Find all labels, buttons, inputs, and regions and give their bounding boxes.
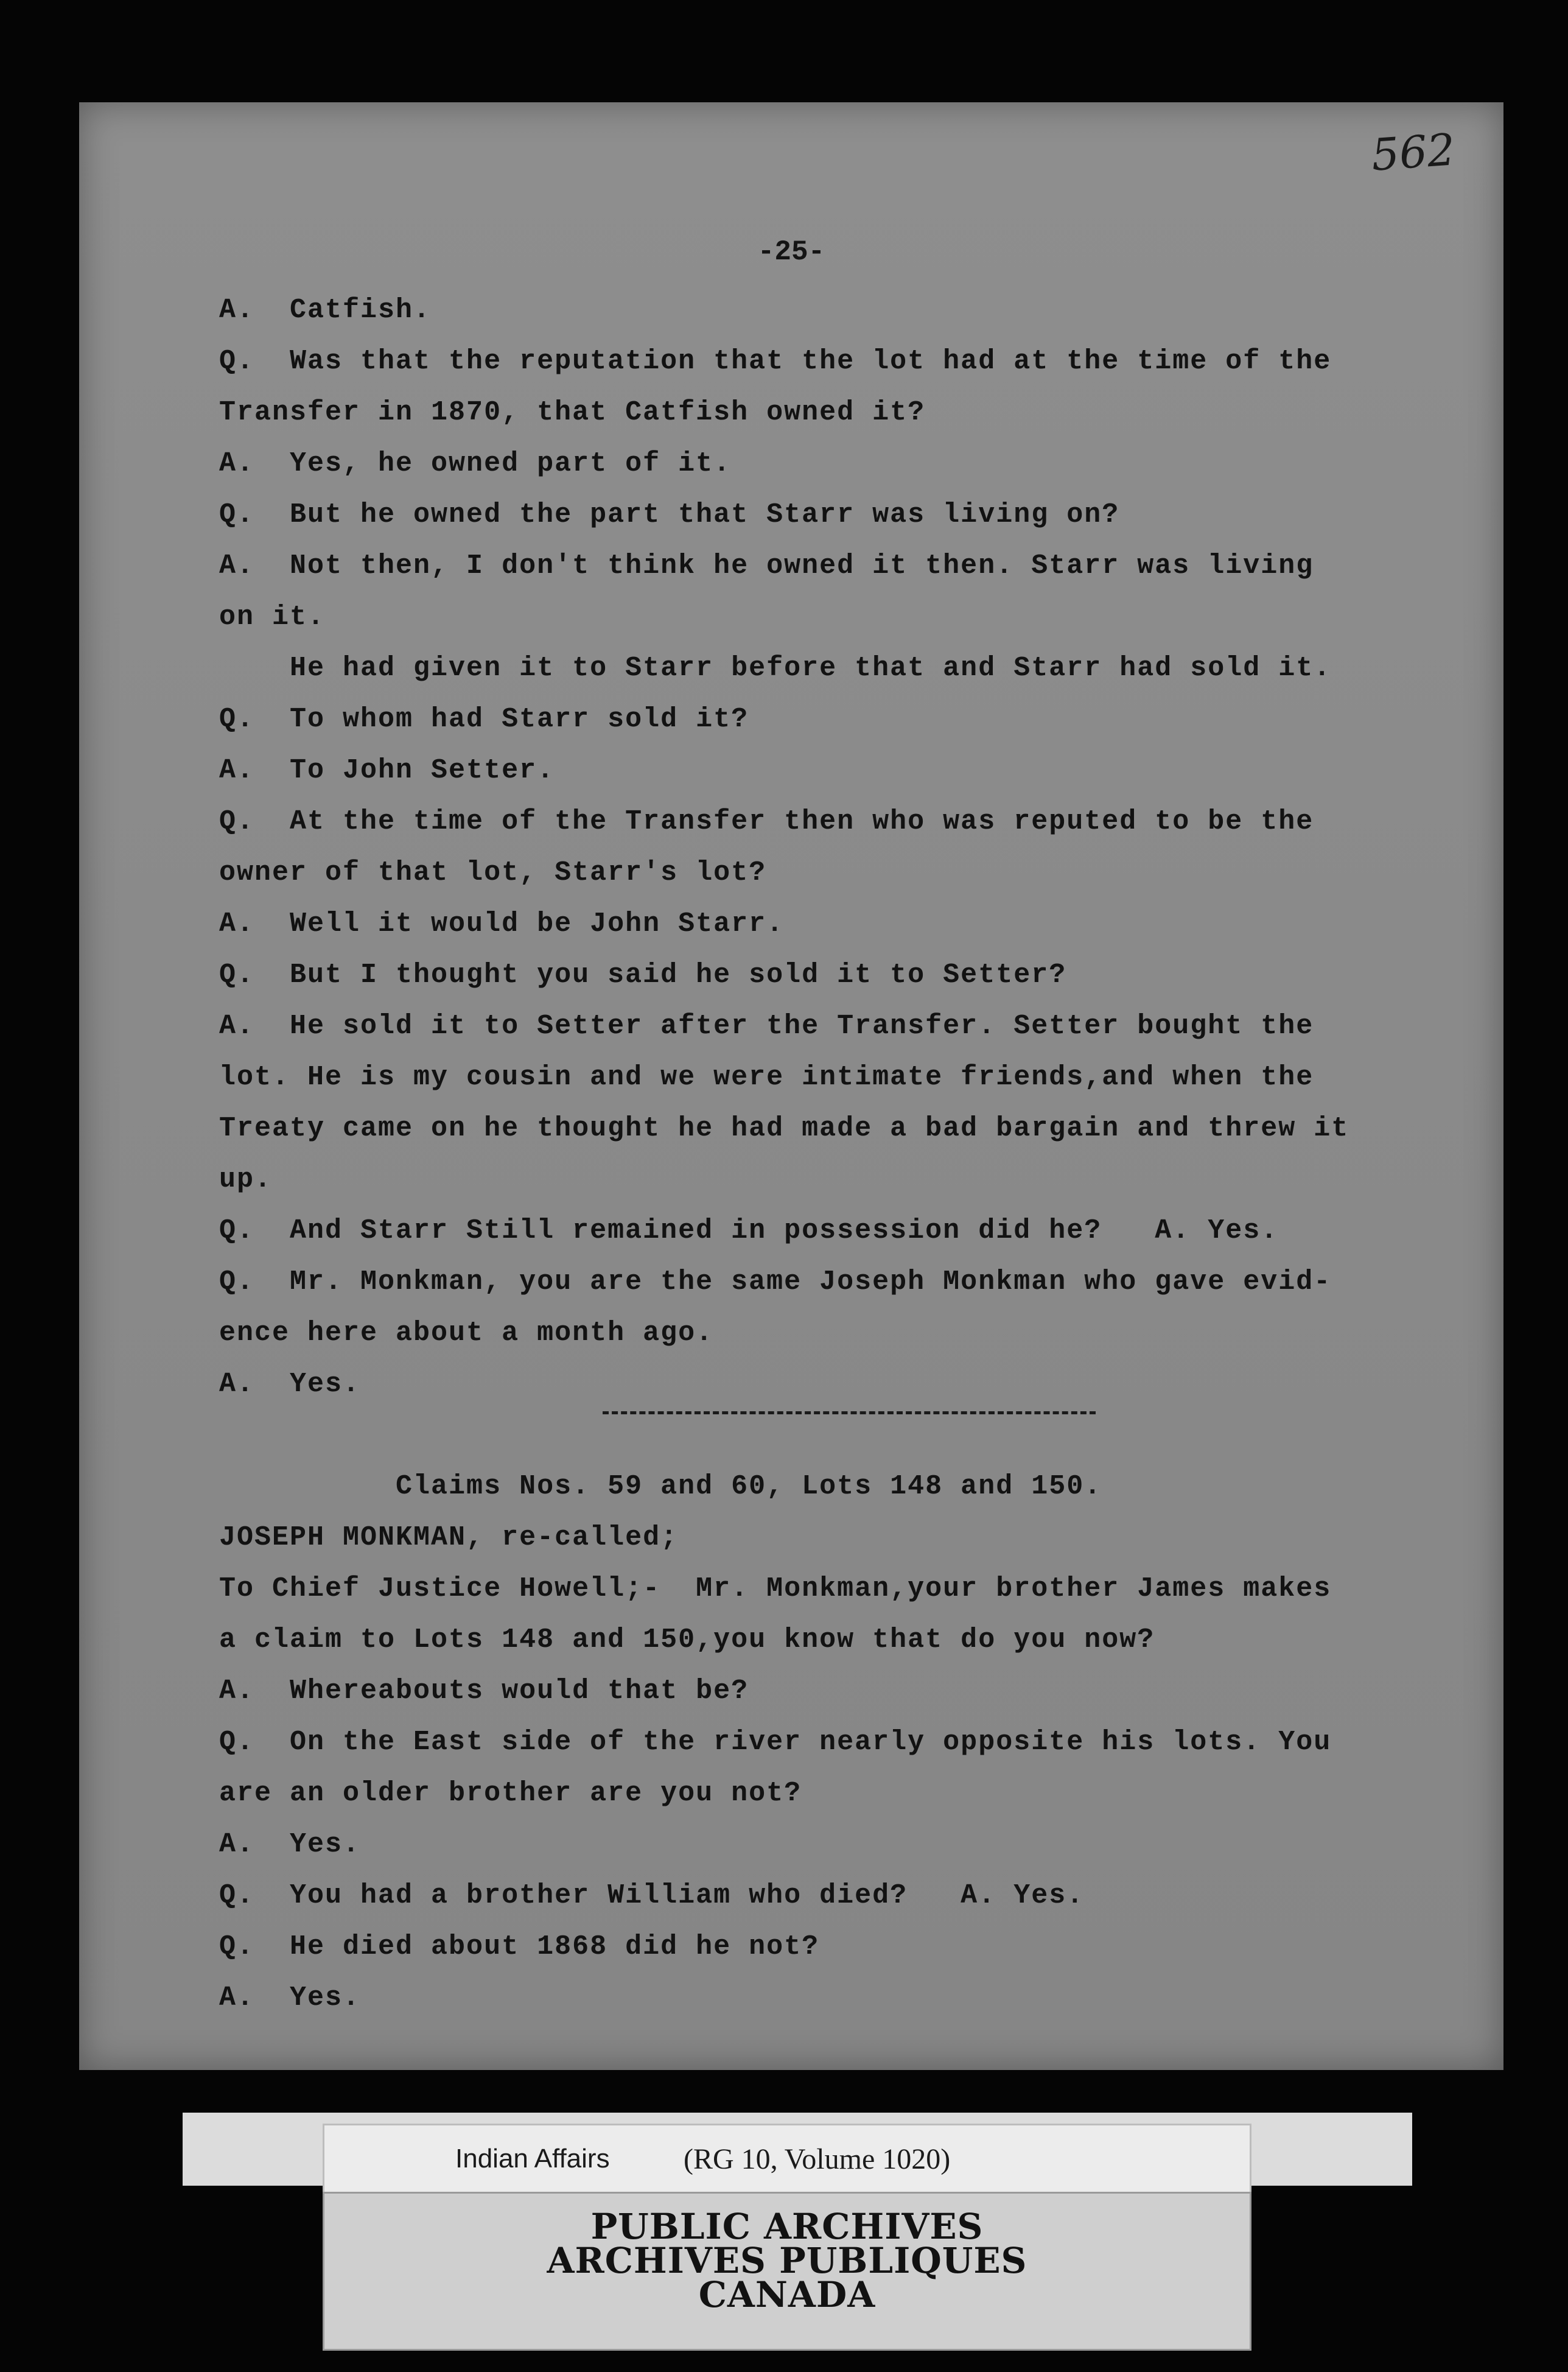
claims-heading: Claims Nos. 59 and 60, Lots 148 and 150.: [219, 1471, 1102, 1502]
text-line: A. Whereabouts would that be?: [219, 1675, 749, 1707]
archives-stamp: [323, 2192, 1251, 2351]
text-line: A. Yes, he owned part of it.: [219, 448, 732, 479]
text-line: a claim to Lots 148 and 150,you know that do you now?: [219, 1624, 1155, 1655]
text-line: Treaty came on he thought he had made a bad bargain and threw it: [219, 1113, 1349, 1144]
text-line: A. Yes.: [219, 1829, 361, 1860]
stamp-line-country: CANADA: [698, 2274, 876, 2315]
text-line: He had given it to Starr before that and Starr had sold it.: [219, 653, 1332, 684]
text-line: A. Catfish.: [219, 295, 432, 326]
text-line: Q. At the time of the Transfer then who was reputed to be the: [219, 806, 1314, 837]
text-line: on it.: [219, 602, 326, 633]
text-line: A. To John Setter.: [219, 755, 555, 786]
page-number: -25-: [757, 236, 825, 268]
archive-label: [323, 2124, 1251, 2194]
text-line: owner of that lot, Starr's lot?: [219, 857, 767, 888]
text-line: ence here about a month ago.: [219, 1318, 714, 1349]
text-line: A. Well it would be John Starr.: [219, 908, 785, 939]
text-line: Q. Was that the reputation that the lot had at the time of the: [219, 346, 1332, 377]
text-line: A. Not then, I don't think he owned it then. Starr was living: [219, 550, 1314, 581]
folio-number: 562: [1369, 124, 1457, 181]
text-line: JOSEPH MONKMAN, re-called;: [219, 1522, 679, 1553]
text-line: Q. But I thought you said he sold it to Setter?: [219, 960, 1067, 991]
typed-page: [79, 102, 1503, 2070]
stamp-line-french: ARCHIVES PUBLIQUES: [547, 2240, 1027, 2281]
department-label: Indian Affairs: [455, 2144, 610, 2174]
text-line: Q. But he owned the part that Starr was living on?: [219, 499, 1120, 530]
text-line: To Chief Justice Howell;- Mr. Monkman,your brother James makes: [219, 1573, 1332, 1604]
blank-line: [219, 1410, 1467, 1461]
text-line: Transfer in 1870, that Catfish owned it?: [219, 397, 926, 428]
text-line: A. Yes.: [219, 1369, 361, 1400]
section-separator: [603, 1411, 1096, 1414]
text-line: Q. To whom had Starr sold it?: [219, 704, 749, 735]
text-line: Q. You had a brother William who died? A. Yes.: [219, 1880, 1085, 1911]
volume-reference: (RG 10, Volume 1020): [684, 2143, 951, 2175]
text-line: Q. On the East side of the river nearly opposite his lots. You: [219, 1727, 1332, 1758]
text-line: up.: [219, 1164, 273, 1195]
text-line: Q. Mr. Monkman, you are the same Joseph Monkman who gave evid-: [219, 1266, 1332, 1297]
text-line: Q. And Starr Still remained in possession did he? A. Yes.: [219, 1215, 1279, 1246]
text-line: lot. He is my cousin and we were intimate friends,and when the: [219, 1062, 1314, 1093]
text-line: Q. He died about 1868 did he not?: [219, 1931, 820, 1962]
text-line: A. Yes.: [219, 1982, 361, 2013]
text-line: A. He sold it to Setter after the Transfer. Setter bought the: [219, 1011, 1314, 1042]
text-line: are an older brother are you not?: [219, 1778, 802, 1809]
transcript-body: [219, 285, 1467, 2024]
stamp-line-english: PUBLIC ARCHIVES: [590, 2206, 984, 2247]
